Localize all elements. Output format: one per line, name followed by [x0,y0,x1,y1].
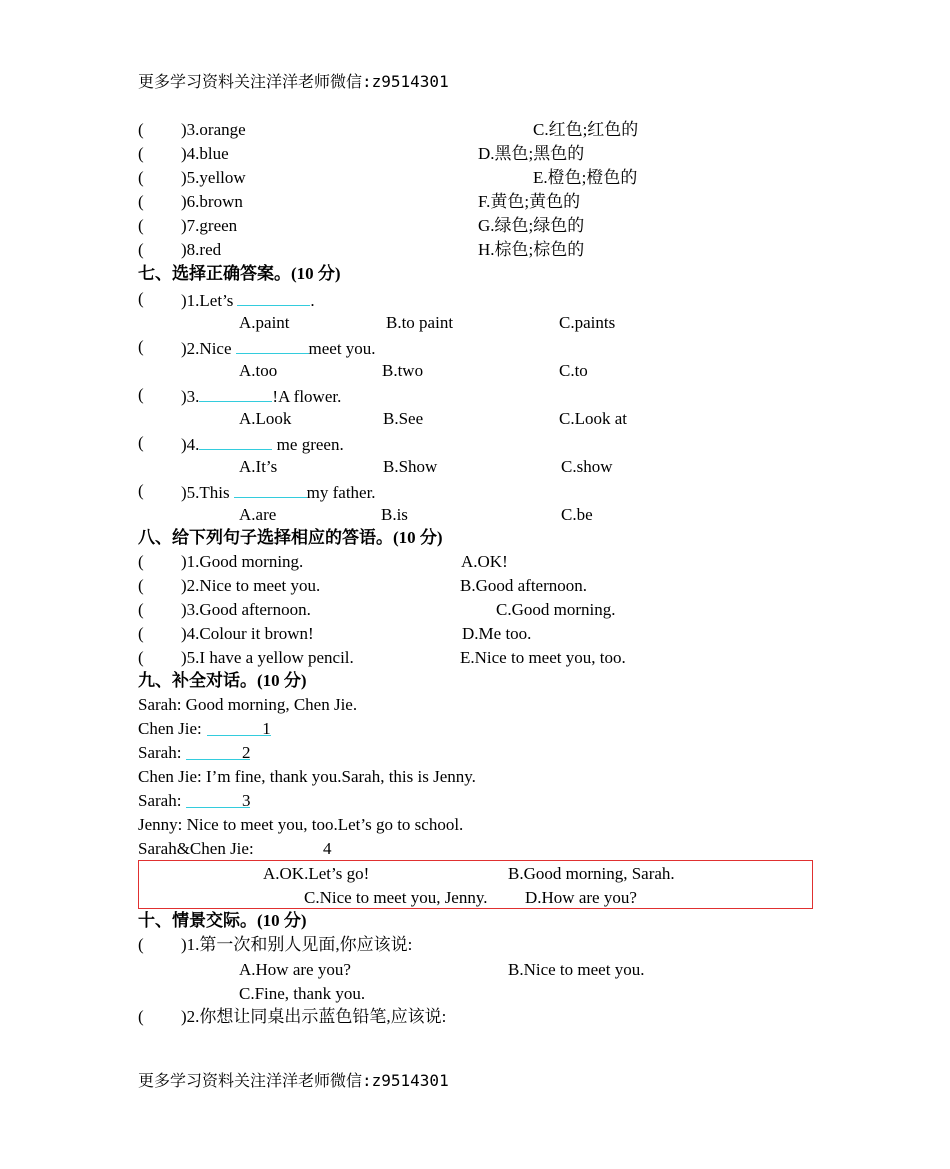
blank-number: 3 [241,791,251,810]
box-option-c: C.Nice to meet you, Jenny. [304,888,488,907]
paren: ( [138,552,144,571]
paren: ( [138,433,144,452]
paren: ( [138,240,144,259]
blank-number: 4 [323,839,332,858]
part8-option: E.Nice to meet you, too. [460,648,626,667]
paren: ( [138,624,144,643]
option-a: A.too [239,361,278,380]
question-line [181,289,315,311]
paren: ( [138,144,144,163]
option-c: C.to [559,361,588,380]
part8-option: A.OK! [461,552,508,571]
part6-item: )6.brown [181,192,243,211]
question-line [181,433,344,455]
paren: ( [138,120,144,139]
option-a: A.It’s [239,457,278,476]
option-b: B.two [382,361,424,380]
box-option-b: B.Good morning, Sarah. [508,864,675,883]
part8-option: B.Good afternoon. [460,576,588,595]
paren: ( [138,289,144,308]
dialogue-line: Chen Jie: I’m fine, thank you.Sarah, this is Jenny. [138,767,476,786]
question-text: )4. [181,435,200,454]
part6-item: )5.yellow [181,168,246,187]
paren: ( [138,337,144,356]
blank-number: 2 [241,743,251,762]
answer-blank[interactable] [186,743,250,760]
question-text: )1.第一次和别人见面,你应该说: [181,935,413,954]
box-option-a: A.OK.Let’s go! [263,864,370,883]
question-text: )5.This [181,483,230,502]
paren: ( [138,385,144,404]
question-line [181,385,341,407]
part8-item: )2.Nice to meet you. [181,576,321,595]
option-b: B.See [383,409,424,428]
section-title: 九、补全对话。(10 分) [138,671,307,690]
option-c: C.show [561,457,613,476]
option-a: A.are [239,505,277,524]
part6-option: E.橙色;橙色的 [533,168,638,187]
option-a: A.paint [239,313,290,332]
dialogue-line [138,791,250,811]
option-a: A.Look [239,409,292,428]
question-text: !A flower. [272,387,342,406]
page-header: 更多学习资料关注洋洋老师微信:z9514301 [138,72,449,91]
option-c: C.be [561,505,593,524]
option-c: C.Look at [559,409,627,428]
box-option-d: D.How are you? [525,888,637,907]
part6-item: )3.orange [181,120,246,139]
part8-item: )5.I have a yellow pencil. [181,648,354,667]
question-text: )3. [181,387,200,406]
question-text: me green. [272,435,344,454]
paren: ( [138,935,144,954]
paren: ( [138,216,144,235]
speaker: Sarah&Chen Jie: [138,839,254,858]
section-title: 八、给下列句子选择相应的答语。(10 分) [138,528,443,547]
question-line [181,337,376,359]
paren: ( [138,1007,144,1026]
page-footer: 更多学习资料关注洋洋老师微信:z9514301 [138,1071,449,1090]
part6-item: )4.blue [181,144,229,163]
dialogue-line [138,719,271,739]
blank-number: 1 [262,719,271,738]
question-line [181,481,376,503]
part6-item: )7.green [181,216,238,235]
question-text: my father. [306,483,376,502]
question-text: meet you. [308,339,376,358]
section-title: 十、情景交际。(10 分) [138,911,307,930]
option-c: C.paints [559,313,616,332]
part6-option: C.红色;红色的 [533,120,639,139]
part8-option: D.Me too. [462,624,532,643]
question-text: . [310,291,315,310]
dialogue-line: Sarah: Good morning, Chen Jie. [138,695,358,714]
part8-item: )1.Good morning. [181,552,304,571]
dialogue-line: Jenny: Nice to meet you, too.Let’s go to school. [138,815,464,834]
paren: ( [138,481,144,500]
option-b: B.is [381,505,408,524]
speaker: Sarah: [138,791,182,810]
part6-option: G.绿色;绿色的 [478,216,585,235]
answer-blank[interactable] [199,433,272,450]
paren: ( [138,168,144,187]
paren: ( [138,600,144,619]
option-a: A.How are you? [239,960,351,979]
part6-option: H.棕色;棕色的 [478,240,585,259]
option-b: B.Show [383,457,438,476]
answer-blank[interactable] [199,385,272,402]
answer-blank[interactable] [207,719,271,736]
part8-item: )3.Good afternoon. [181,600,311,619]
section-title: 七、选择正确答案。(10 分) [138,264,341,283]
part8-item: )4.Colour it brown! [181,624,314,643]
question-text: )2.你想让同桌出示蓝色铅笔,应该说: [181,1007,447,1026]
question-text: )2.Nice [181,339,232,358]
option-c: C.Fine, thank you. [239,984,366,1003]
option-b: B.to paint [386,313,454,332]
speaker: Chen Jie: [138,719,202,738]
part6-option: F.黄色;黄色的 [478,192,581,211]
part6-item: )8.red [181,240,222,259]
question-text: )1.Let’s [181,291,234,310]
dialogue-line [138,743,250,763]
answer-blank[interactable] [237,289,310,306]
part8-option: C.Good morning. [496,600,616,619]
paren: ( [138,648,144,667]
paren: ( [138,576,144,595]
paren: ( [138,192,144,211]
answer-blank[interactable] [234,481,307,498]
speaker: Sarah: [138,743,182,762]
answer-blank[interactable] [186,791,250,808]
part6-option: D.黑色;黑色的 [478,144,585,163]
answer-blank[interactable] [236,337,309,354]
option-b: B.Nice to meet you. [508,960,645,979]
